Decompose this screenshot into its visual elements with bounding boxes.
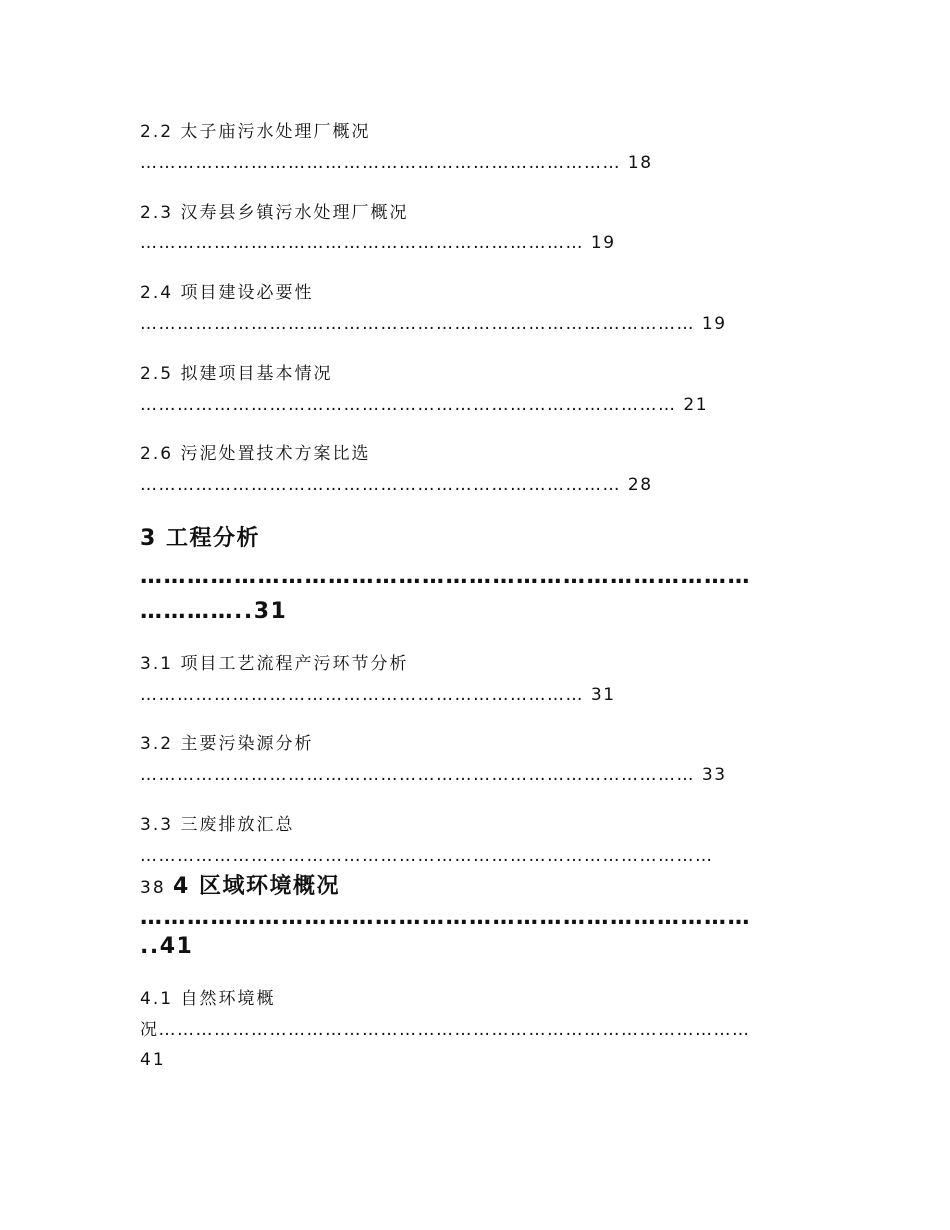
chapter-title: 3 工程分析 — [140, 526, 260, 551]
toc-chapter-4-leader-end — [140, 933, 193, 961]
toc-entry-3-1-title[interactable]: 3.1 项目工艺流程产污环节分析 — [140, 654, 409, 674]
toc-entry-3-2-leader — [140, 764, 727, 786]
toc-entry-2-5-leader — [140, 394, 708, 416]
page-number[interactable]: 38 — [140, 878, 166, 898]
toc-entry-2-5-title[interactable]: 2.5 拟建项目基本情况 — [140, 364, 333, 384]
page-number[interactable]: 19 — [701, 314, 727, 334]
page-number[interactable]: 31 — [590, 685, 616, 705]
leader-dots: ……………………………………………………………… — [140, 233, 591, 253]
page-number[interactable]: 28 — [627, 475, 653, 495]
toc-entry-2-4-title[interactable]: 2.4 项目建设必要性 — [140, 283, 314, 303]
page-number[interactable]: 18 — [627, 153, 653, 173]
toc-chapter-4-leader: …………………………………………………………………… — [140, 905, 751, 930]
leader-dots: …………………………………………………………………… — [140, 153, 628, 173]
toc-entry-3-3-leader: ………………………………………………………………………………… — [140, 846, 714, 866]
toc-chapter-3-title[interactable] — [140, 525, 260, 553]
leader-dots: ……………………………………………………………… — [140, 685, 591, 705]
toc-entry-4-1-page[interactable]: 41 — [140, 1050, 166, 1070]
page-number[interactable]: 41 — [159, 934, 194, 959]
toc-page — [140, 0, 820, 1230]
toc-entry-2-2-leader — [140, 152, 653, 174]
toc-entry-4-1-leader: 况…………………………………………………………………………………… — [140, 1020, 751, 1040]
page-number[interactable]: 19 — [590, 233, 616, 253]
toc-entry-2-2-title[interactable]: 2.2 太子庙污水处理厂概况 — [140, 122, 371, 142]
toc-chapter-3-leader: …………………………………………………………………… — [140, 564, 751, 589]
toc-entry-3-2-title[interactable]: 3.2 主要污染源分析 — [140, 734, 314, 754]
toc-entry-3-3-title[interactable]: 3.3 三废排放汇总 — [140, 815, 295, 835]
toc-entry-2-4-leader — [140, 313, 727, 335]
page-number[interactable]: 21 — [683, 395, 709, 415]
toc-entry-4-1-title[interactable]: 4.1 自然环境概 — [140, 989, 276, 1009]
page-number[interactable]: 33 — [701, 765, 727, 785]
toc-entry-2-3-title[interactable]: 2.3 汉寿县乡镇污水处理厂概况 — [140, 203, 409, 223]
toc-entry-2-6-title[interactable]: 2.6 污泥处置技术方案比选 — [140, 444, 371, 464]
page-number[interactable]: 31 — [253, 599, 288, 624]
leader-dots: …………………………………………………………………… — [140, 475, 628, 495]
toc-chapter-3-leader-end — [140, 598, 287, 626]
leader-dots: .. — [140, 934, 160, 959]
leader-dots: ……………………………………………………………………………… — [140, 314, 702, 334]
toc-entry-2-3-leader — [140, 232, 616, 254]
leader-dots: ………….. — [140, 599, 254, 624]
leader-dots: …………………………………………………………………………… — [140, 395, 684, 415]
leader-dots: ……………………………………………………………………………… — [140, 765, 702, 785]
chapter-title[interactable]: 4 区域环境概况 — [173, 874, 341, 899]
toc-chapter-4-row — [140, 873, 340, 901]
toc-entry-2-6-leader — [140, 474, 653, 496]
toc-entry-3-1-leader — [140, 684, 616, 706]
